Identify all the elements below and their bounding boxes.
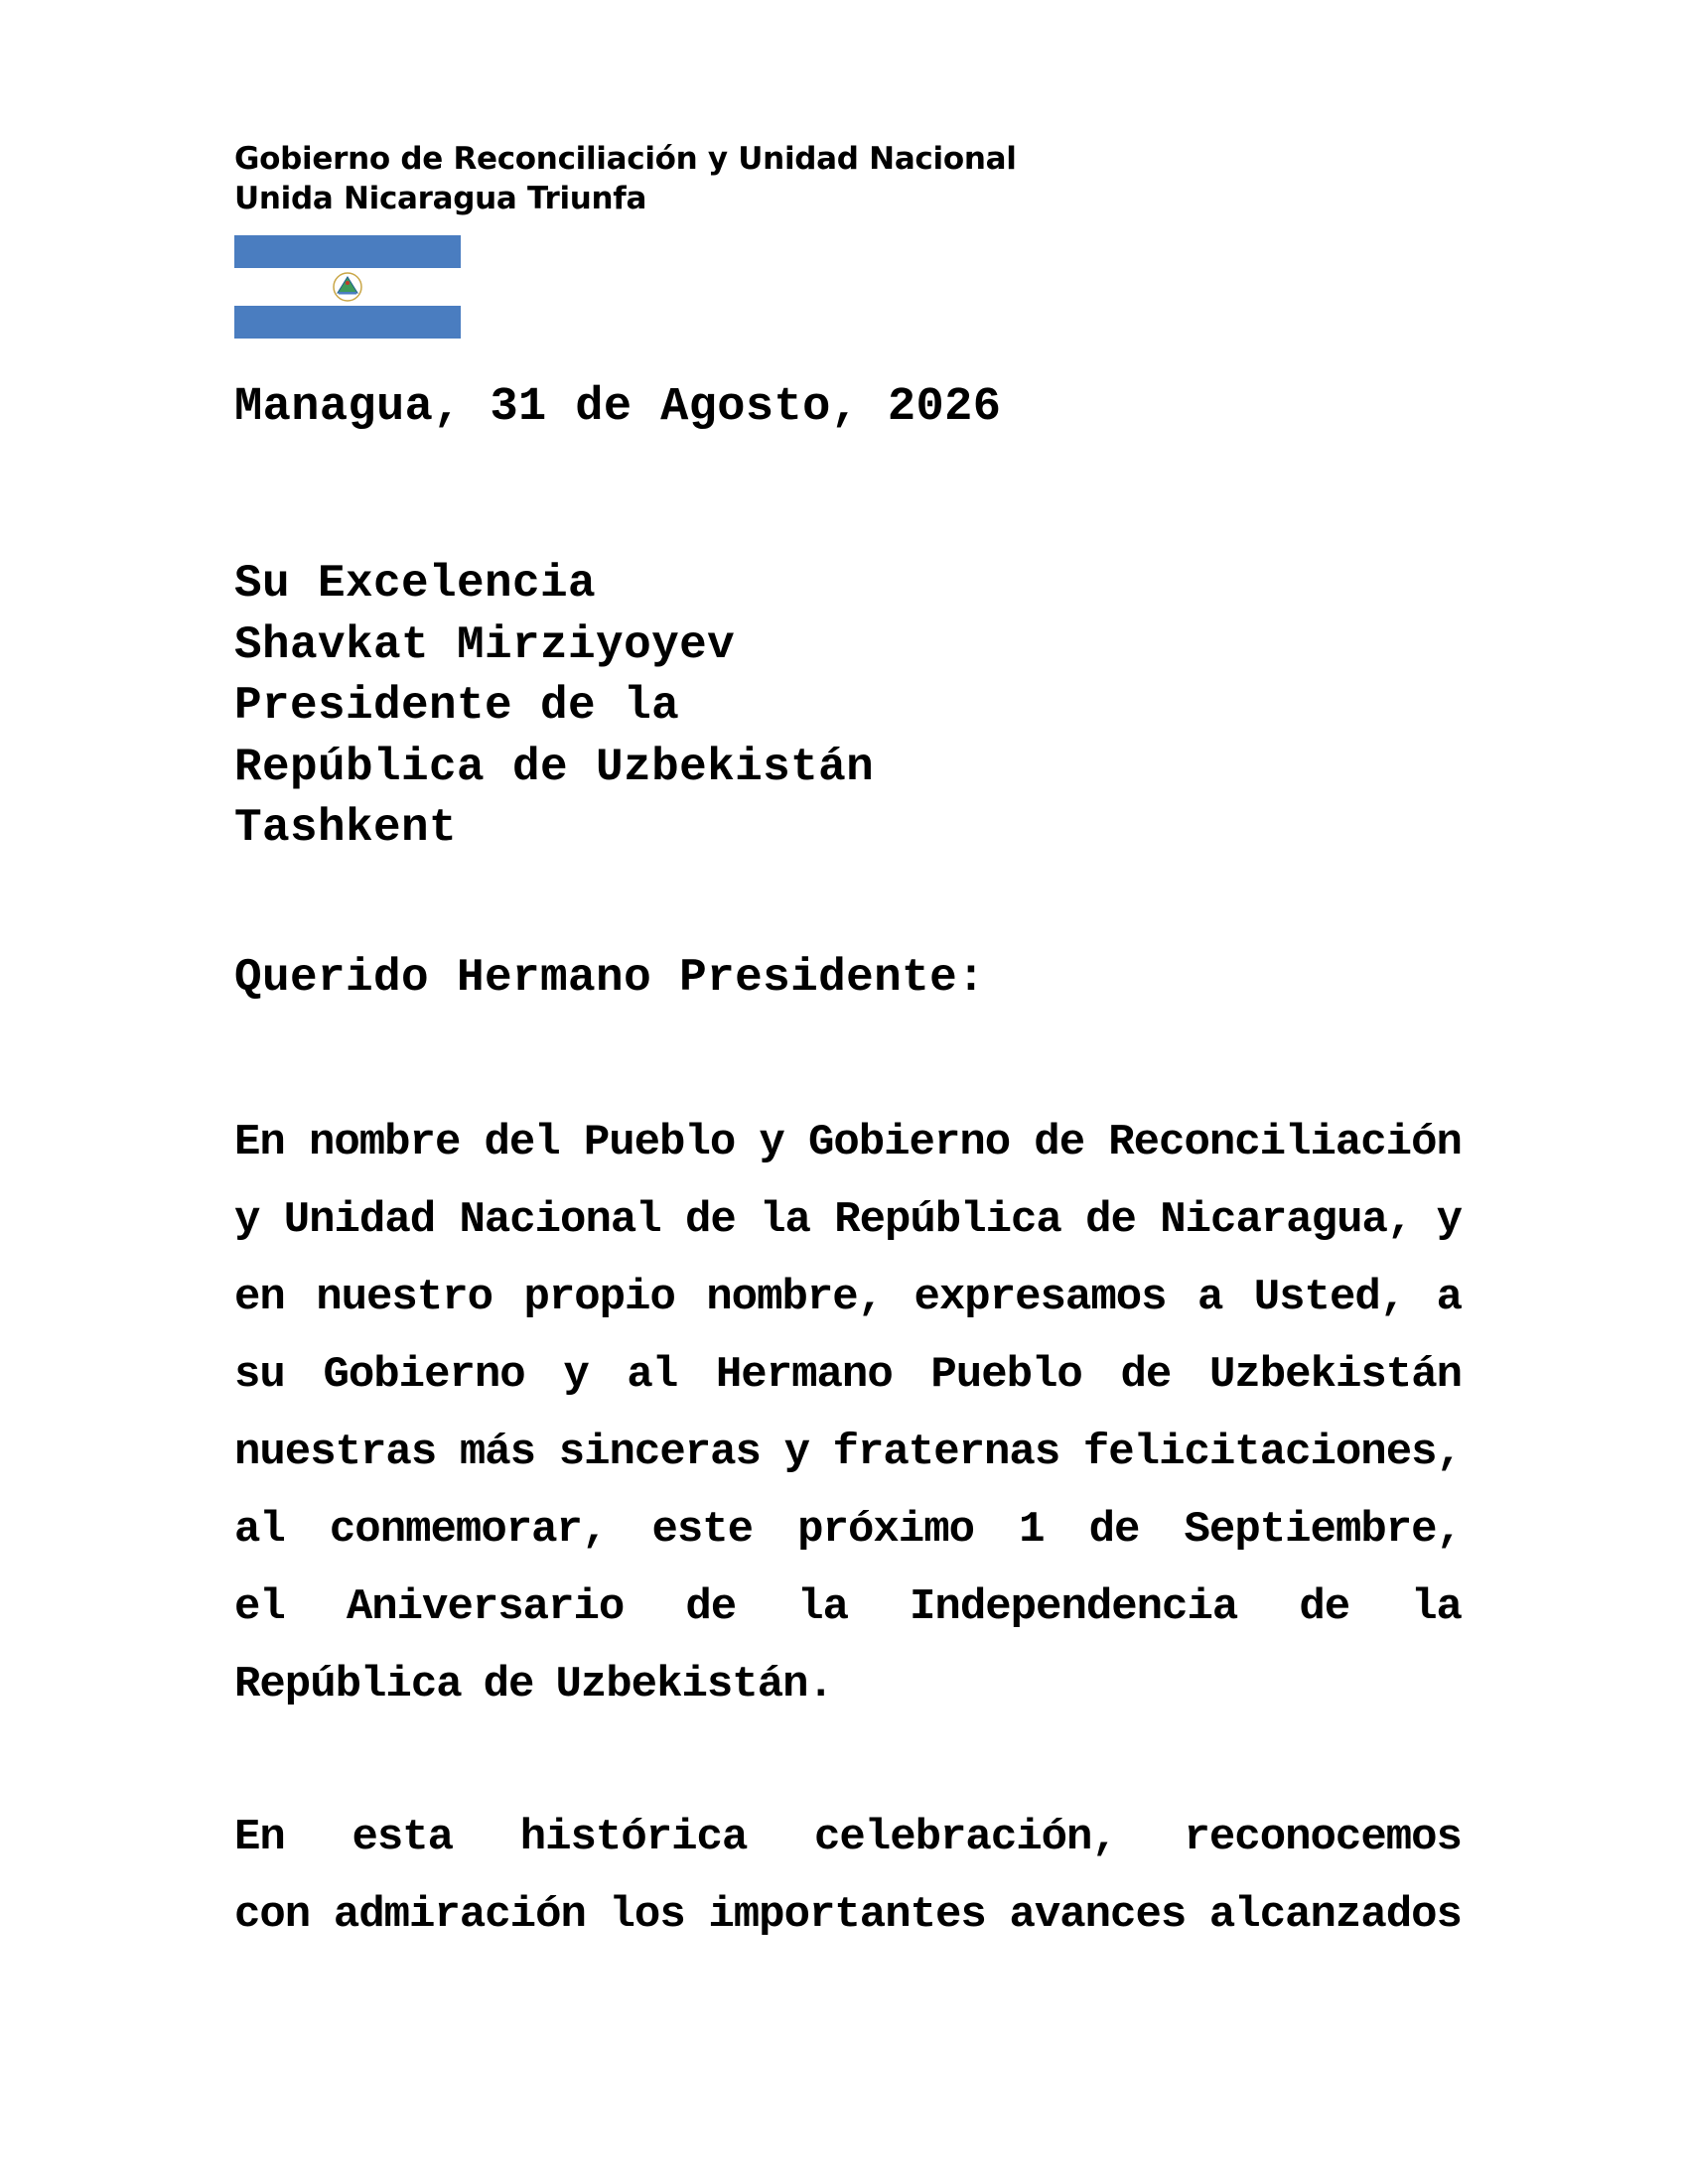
flag-top-band	[234, 235, 461, 268]
paragraph-word: República	[234, 1660, 462, 1709]
paragraph-word: Uzbekistán	[1208, 1350, 1462, 1400]
paragraph-word: Pueblo	[583, 1118, 736, 1167]
flag-bottom-band	[234, 306, 461, 339]
paragraph-word: conmemorar,	[329, 1505, 608, 1555]
paragraph-word: avances	[1009, 1890, 1187, 1940]
recipient-line: República de Uzbekistán	[234, 741, 875, 793]
paragraph-word: esta	[352, 1813, 454, 1862]
paragraph-word: fraternas	[832, 1428, 1060, 1477]
paragraph-word: de	[1034, 1118, 1085, 1167]
paragraph-word: este	[651, 1505, 754, 1555]
paragraph-word: Nicaragua,	[1160, 1195, 1413, 1245]
recipient-line: Su Excelencia	[234, 558, 597, 610]
paragraph-word: de	[1120, 1350, 1172, 1400]
paragraph-line	[234, 1181, 1462, 1259]
paragraph-word: su	[234, 1350, 285, 1400]
paragraph-word: y	[234, 1195, 260, 1245]
paragraph-line	[234, 1799, 1462, 1876]
paragraph-word: alcanzados	[1208, 1890, 1462, 1940]
paragraph-word: próximo	[797, 1505, 975, 1555]
paragraph-word: y	[759, 1118, 784, 1167]
paragraph-word: a	[1196, 1273, 1223, 1322]
paragraph-word: del	[484, 1118, 560, 1167]
paragraph-word: y	[1436, 1195, 1462, 1245]
paragraph-word: a	[1436, 1273, 1462, 1322]
paragraph-word: Usted,	[1253, 1273, 1406, 1322]
paragraph-word: nuestro	[316, 1273, 493, 1322]
paragraph-word: propio	[523, 1273, 675, 1322]
paragraph-word: Hermano	[715, 1350, 893, 1400]
paragraph-word: felicitaciones,	[1082, 1428, 1462, 1477]
paragraph-word: En	[234, 1118, 285, 1167]
paragraph-line	[234, 1336, 1462, 1414]
paragraph-word: Gobierno	[323, 1350, 525, 1400]
paragraph-word: nombre,	[706, 1273, 884, 1322]
paragraph-word: y	[783, 1428, 809, 1477]
paragraph-word: con	[234, 1890, 311, 1940]
paragraph-word: Gobierno	[807, 1118, 1011, 1167]
body-paragraph	[234, 1799, 1462, 1954]
paragraph-word: al	[627, 1350, 678, 1400]
paragraph-word: Aniversario	[346, 1582, 625, 1632]
paragraph-word: de	[1085, 1195, 1136, 1245]
paragraph-word: el	[234, 1582, 285, 1632]
paragraph-word: y	[563, 1350, 589, 1400]
paragraph-word: reconocemos	[1184, 1813, 1462, 1862]
paragraph-word: Reconciliación	[1108, 1118, 1462, 1167]
paragraph-word: más	[459, 1428, 536, 1477]
nicaragua-flag-icon	[234, 235, 461, 339]
paragraph-word: expresamos	[914, 1273, 1167, 1322]
letterhead-slogan: Unida Nicaragua Triunfa	[234, 181, 647, 216]
paragraph-word: los	[609, 1890, 685, 1940]
paragraph-word: de	[1299, 1582, 1350, 1632]
recipient-line: Presidente de la	[234, 680, 680, 732]
paragraph-word: de	[684, 1195, 736, 1245]
paragraph-word: de	[1088, 1505, 1140, 1555]
coat-of-arms-icon	[330, 271, 365, 303]
body-paragraph	[234, 1104, 1462, 1723]
paragraph-line	[234, 1259, 1462, 1336]
paragraph-word: Uzbekistán.	[555, 1660, 833, 1709]
paragraph-word: 1	[1019, 1505, 1045, 1555]
paragraph-line	[234, 1876, 1462, 1954]
paragraph-word: Unidad	[283, 1195, 436, 1245]
paragraph-word: Pueblo	[930, 1350, 1082, 1400]
paragraph-word: admiración	[333, 1890, 586, 1940]
paragraph-word: nuestras	[234, 1428, 437, 1477]
paragraph-word: Independencia	[910, 1582, 1238, 1632]
paragraph-word: histórica	[519, 1813, 748, 1862]
letter-date: Managua, 31 de Agosto, 2026	[234, 381, 1002, 434]
paragraph-word: Septiembre,	[1184, 1505, 1462, 1555]
paragraph-line	[234, 1646, 1462, 1723]
paragraph-word: sinceras	[558, 1428, 761, 1477]
paragraph-word: República	[834, 1195, 1061, 1245]
paragraph-word: Nacional	[459, 1195, 661, 1245]
paragraph-word: nombre	[308, 1118, 461, 1167]
paragraph-line	[234, 1491, 1462, 1569]
paragraph-word: de	[685, 1582, 737, 1632]
paragraph-line	[234, 1569, 1462, 1646]
recipient-line: Shavkat Mirziyoyev	[234, 618, 736, 671]
paragraph-word: la	[760, 1195, 810, 1245]
paragraph-word: celebración,	[814, 1813, 1117, 1862]
paragraph-word: al	[234, 1505, 285, 1555]
recipient-block	[234, 554, 874, 860]
paragraph-word: importantes	[708, 1890, 986, 1940]
paragraph-line	[234, 1104, 1462, 1181]
recipient-line: Tashkent	[234, 802, 458, 854]
salutation: Querido Hermano Presidente:	[234, 952, 986, 1004]
paragraph-word: la	[1411, 1582, 1462, 1632]
letterhead-government-name: Gobierno de Reconciliación y Unidad Nacional	[234, 141, 1017, 177]
paragraph-word: en	[234, 1273, 285, 1322]
paragraph-line	[234, 1414, 1462, 1491]
paragraph-word: la	[797, 1582, 848, 1632]
paragraph-word: En	[234, 1813, 285, 1862]
paragraph-word: de	[483, 1660, 534, 1709]
letterhead	[234, 139, 1017, 218]
